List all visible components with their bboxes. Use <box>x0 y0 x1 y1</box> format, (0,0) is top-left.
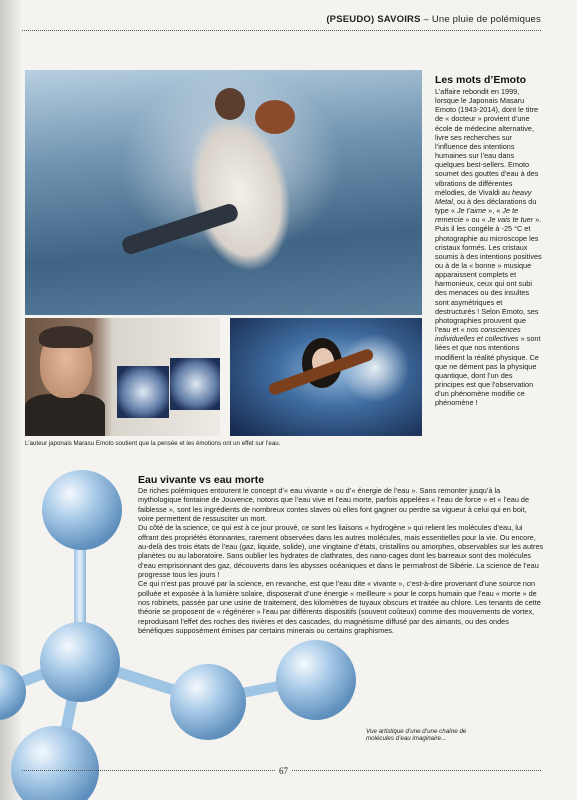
sidebar-text-run: » sont liées et que nos intentions modifient la réalité physique. Ce que ne dément pas la physique quantique, dont l’un des principes est que l’observation d’un phénomène modifie ce phénomène ! <box>435 334 541 408</box>
sidebar-quote: Je te remercie <box>435 206 519 225</box>
sidebar-text-run: L’affaire rebondit en 1999, lorsque le Japonais Masaru Emoto (1943-2014), dont le titre de « docteur » provient d’une école de médecine alternative, livre ses recherches sur l’influence des intentions humaines sur l’eau dans quelques best-sellers. Emoto soumet des gouttes d’eau à des vibrations de différentes mélodies, de Vivaldi au <box>435 87 539 197</box>
molecule-atom <box>170 664 246 740</box>
header-section: (PSEUDO) SAVOIRS <box>326 14 421 25</box>
sidebar-emoto <box>435 74 543 407</box>
water-splash <box>340 328 410 408</box>
ice-crystal-photo <box>117 366 169 418</box>
photo-caption: L’auteur japonais Marasu Emoto soutient que la pensée et les émotions ont un effet sur l’eau. <box>25 440 281 447</box>
article-paragraph: De riches polémiques entourent le concept d’« eau vivante » ou d’« énergie de l’eau ». Sans remonter jusqu’à la mythologique fontaine de Jouvence, notons que l’eau vive et l’eau morte, parfois appelées « l’eau de force » et « l’eau de faiblesse », sont les ingrédients de nombreux contes slaves où elles font gagner ou perdre sa vigueur à celui qui en boit, voire permettent de ressusciter un mort. <box>138 486 530 524</box>
sidebar-body <box>435 87 543 407</box>
photo-underwater-dancers <box>25 70 422 315</box>
molecule-atom <box>0 664 26 720</box>
photo-masaru-emoto <box>25 318 220 436</box>
sidebar-text-run: », « <box>486 206 503 216</box>
molecule-atom <box>42 470 122 550</box>
sidebar-text-italic: heavy Metal <box>435 187 532 206</box>
sidebar-title: Les mots d’Emoto <box>435 74 527 86</box>
sidebar-text-run: ». Puis il les congèle à -25 °C et photographie au microscope les cristaux formés. Les cristaux soumis à des intentions positives ou à de la « bonne » musique apparaissent complets et harmonieux, ceux qui ont subi des menaces ou des insultes sont asymétriques et destructurés ! Selon Emoto, ses photographies prouvent que l’eau et « <box>435 215 542 335</box>
article-body <box>138 486 544 636</box>
page-number: 67 <box>275 766 292 776</box>
sidebar-text-run: » ou « <box>463 215 488 225</box>
sidebar-quote: Je vais te tuer <box>487 215 534 225</box>
molecule-atom <box>11 726 99 800</box>
photo-violinist-underwater <box>230 318 422 436</box>
article-paragraph: Ce qui n’est pas prouvé par la science, en revanche, est que l’eau dite « vivante », c’est-à-dire provenant d’une source non polluée et exposée à la lumière solaire, disposerait d’une énergie « meilleure » pour le corps humain que l’eau « morte » de nos robinets, passée par une usine de traitement, des kilomètres de tuyaux obscurs et traitée au chlore. Les tenants de cette théorie se proposent de « régénérer » l’eau par différents dispositifs (souvent coûteux) comme des mouvements de vortex, reproduisant l’effet des roches des rivières et des cascades, du magnétisme diffusé par des aimants, ou des ondes bénéfiques supposément émises par certains minerais ou certains graphismes. <box>138 579 541 636</box>
article-paragraph: Du côté de la science, ce qui est à ce jour prouvé, ce sont les liaisons « hydrogène » qui relient les molécules d’eau, lui offrant des propriétés étonnantes, rarement observées dans les autres molécules, mais essentielles pour la vie. Ou encore, au-delà des trois états de l’eau (gaz, liquide, solide), une vingtaine d’états, cristallins ou amorphes, observables sur les autres planètes ou au laboratoire. Sans oublier les hydrates de clathrates, des nano-cages dont les barreaux sont des molécules d’eau emprisonnant des gaz, découverts dans les abysses océaniques et dans le permafrost de Sibérie. La science de l’eau progresse tous les jours ! <box>138 523 544 580</box>
dancer-man-head <box>215 88 245 120</box>
emoto-jacket <box>25 394 105 436</box>
illustration-caption: Vue artistique d’une d’une chaîne de molécules d’eau imaginaire... <box>366 728 467 743</box>
sidebar-quote: Je t’aime <box>456 206 487 216</box>
molecule-atom <box>276 640 356 720</box>
ice-crystal-photo <box>170 358 220 410</box>
dancer-woman-hair <box>255 100 295 134</box>
article-title: Eau vivante vs eau morte <box>138 474 265 486</box>
header-rule <box>22 30 541 31</box>
molecule-atom <box>40 622 120 702</box>
running-header <box>326 14 541 25</box>
sidebar-text-run: , ou à des déclarations du type « <box>435 196 537 216</box>
emoto-hair <box>39 326 93 348</box>
sidebar-quote: nos consciences individuelles et collectives <box>435 325 521 344</box>
header-subtitle: – Une pluie de polémiques <box>420 14 541 25</box>
